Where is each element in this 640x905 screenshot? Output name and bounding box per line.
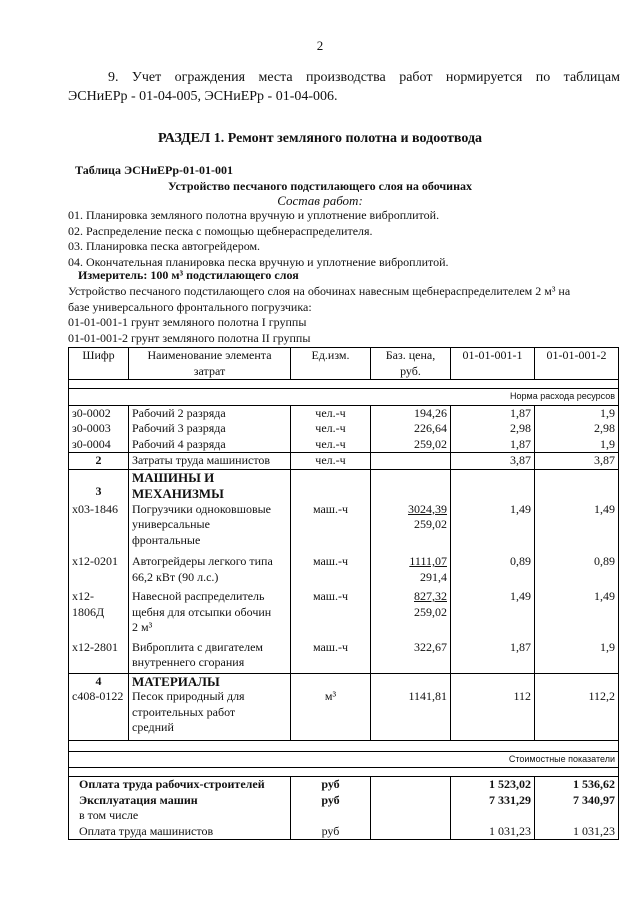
table-row: х12-0201 Автогрейдеры легкого типа 66,2 кВт (90 л.с.) маш.-ч 1111,07 291,4 0,89 0,89: [69, 548, 619, 585]
total-row: Оплата труда машинистов руб 1 031,23 1 031,23: [69, 824, 619, 840]
description-line: 01-01-001-1 грунт земляного полотна I группы: [68, 315, 307, 329]
description-line: Устройство песчаного подстилающего слоя на обочинах навесным щебнераспределителем 2 м³ на: [68, 284, 571, 298]
total-row: в том числе: [69, 808, 619, 824]
table-subtitle: Устройство песчаного подстилающего слоя на обочинах: [167, 179, 473, 193]
total-row: Эксплуатация машин руб 7 331,29 7 340,97: [69, 793, 619, 809]
table-id: Таблица ЭСНиЕРр-01-01-001: [75, 163, 234, 177]
table-row: х03-1846 Погрузчики одноковшовые универсальные фронтальные маш.-ч 3024,39 259,02 1,49 1,49: [69, 502, 619, 549]
table-header-row: [69, 348, 619, 380]
col-v1-header: 01-01-001-1: [451, 348, 535, 380]
table-row: с408-0122 Песок природный для строительных работ средний м³ 1141,81 112 112,2: [69, 689, 619, 740]
table-row: 2 Затраты труда машинистов чел.-ч 3,87 3,87: [69, 453, 619, 470]
intro-line-1: 9. Учет ограждения места производства работ нормируется по таблицам: [108, 70, 620, 85]
operations-list: [68, 208, 449, 270]
table-description: [68, 284, 620, 346]
col-price-header: Баз. цена, руб.: [371, 348, 451, 380]
operation-item: 03. Планировка песка автогрейдером.: [68, 239, 261, 253]
meter-unit: Измеритель: 100 м³ подстилающего слоя: [78, 268, 299, 282]
intro-paragraph: [68, 68, 620, 106]
operation-item: 04. Окончательная планировка песка вручную и уплотнение виброплитой.: [68, 254, 449, 269]
description-line: 01-01-001-2 грунт земляного полотна II группы: [68, 330, 311, 345]
group-row-machines: 3 МАШИНЫ И МЕХАНИЗМЫ: [69, 469, 619, 502]
col-code-header: Шифр: [69, 348, 129, 380]
cost-label: Стоимостные показатели: [69, 751, 619, 768]
resource-table: [68, 347, 619, 840]
intro-line-2: ЭСНиЕРр - 01-04-005, ЭСНиЕРр - 01-04-006.: [68, 89, 338, 104]
table-row: з0-0004 Рабочий 4 разряда чел.-ч 259,02 1,87 1,9: [69, 437, 619, 453]
norm-label: Норма расхода ресурсов: [69, 389, 619, 406]
page-number: 2: [316, 38, 324, 53]
table-row: х12-2801 Виброплита с двигателем внутреннего сгорания маш.-ч 322,67 1,87 1,9: [69, 636, 619, 674]
operation-item: 01. Планировка земляного полотна вручную и уплотнение виброплитой.: [68, 208, 440, 222]
table-row: з0-0003 Рабочий 3 разряда чел.-ч 226,64 2,98 2,98: [69, 421, 619, 437]
total-row: Оплата труда рабочих-строителей руб 1 523,02 1 536,62: [69, 777, 619, 793]
col-name-header: Наименование элемента затрат: [129, 348, 291, 380]
table-row: х12-1806Д Навесной распределитель щебня для отсыпки обочин 2 м³ маш.-ч 827,32 259,02 1,49 1,49: [69, 585, 619, 636]
operation-item: 02. Распределение песка с помощью щебнераспределителя.: [68, 223, 373, 238]
col-v2-header: 01-01-001-2: [535, 348, 619, 380]
group-row-materials: 4 МАТЕРИАЛЫ: [69, 673, 619, 689]
description-line: базе универсального фронтального погрузчика:: [68, 299, 312, 314]
table-row: з0-0002 Рабочий 2 разряда чел.-ч 194,26 1,87 1,9: [69, 405, 619, 421]
col-unit-header: Ед.изм.: [291, 348, 371, 380]
composition-heading: Состав работ:: [277, 193, 363, 208]
section-title: РАЗДЕЛ 1. Ремонт земляного полотна и водоотвода: [157, 131, 483, 146]
